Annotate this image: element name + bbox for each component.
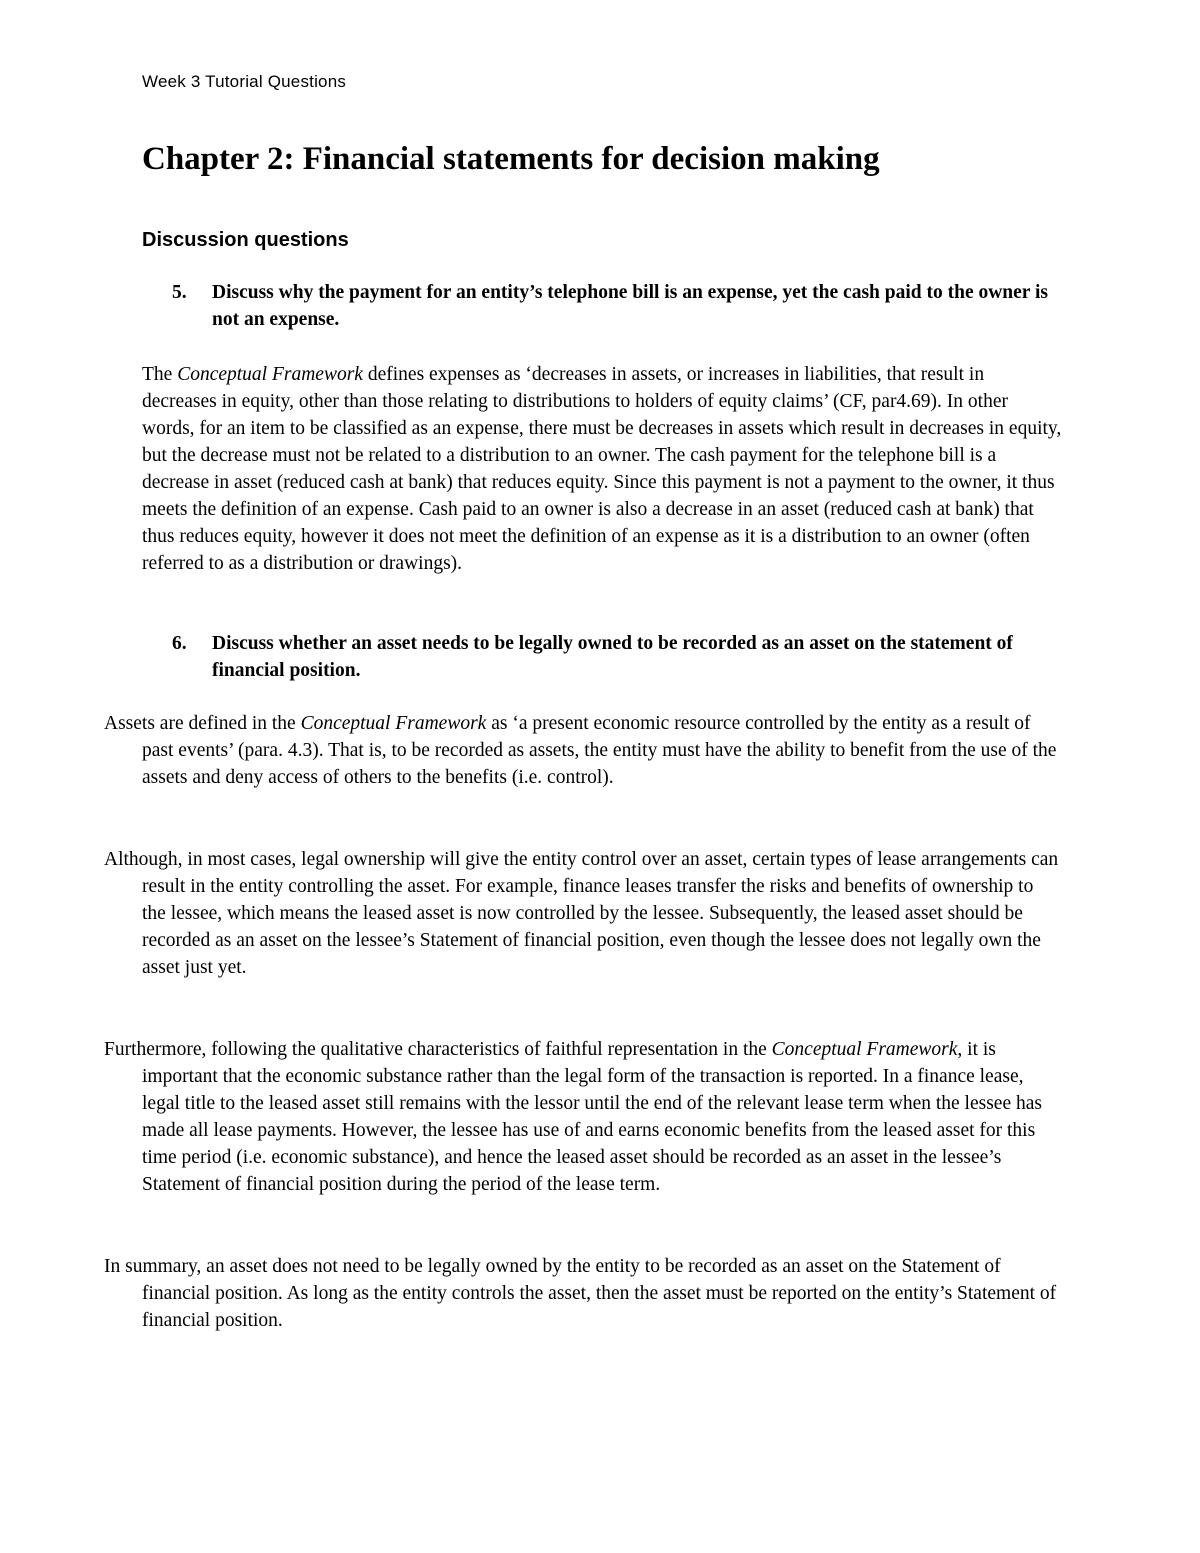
answer-text: Furthermore, following the qualitative characteristics of faithful representation in the xyxy=(104,1039,772,1060)
answer-italic-term: Conceptual Framework xyxy=(300,713,487,734)
answer-5-paragraph xyxy=(142,361,1062,577)
answer-6-paragraph-2: Although, in most cases, legal ownership will give the entity control over an asset, certain types of lease arrangements can result in the entity controlling the asset. For example, finance leases transfer the risks and benefits of ownership to the lessee, which means the leased asset is now controlled by the lessee. Subsequently, the leased asset should be recorded as an asset on the lessee’s Statement of financial position, even though the lessee does not legally own the asset just yet. xyxy=(104,849,1059,978)
answer-text: Assets are defined in the xyxy=(104,713,301,734)
answer-6-paragraph-4: In summary, an asset does not need to be legally owned by the entity to be recorded as an asset on the Statement of financial position. As long as the entity controls the asset, then the asset must be reported on the entity’s Statement of financial position. xyxy=(104,1256,1057,1331)
question-6 xyxy=(172,630,1052,684)
section-heading: Discussion questions xyxy=(142,229,349,251)
question-number: 5. xyxy=(172,282,187,303)
answer-italic-term: Conceptual Framework xyxy=(177,364,363,385)
answer-text: , it is important that the economic substance rather than the legal form of the transaction is reported. In a finance lease, legal title to the leased asset still remains with the lessor until the end of the relevant lease term when the lessee has made all lease payments. However, the lessee has use of and earns economic benefits from the leased asset for this time period (i.e. economic substance), and hence the leased asset should be recorded as an asset in the lessee’s Statement of financial position during the period of the lease term. xyxy=(142,1039,1042,1195)
question-number: 6. xyxy=(172,633,187,654)
answer-6-paragraph-1 xyxy=(104,710,1062,791)
answer-text: as ‘a present economic resource controlled by the entity as a result of past events’ (para. 4.3). That is, to be recorded as assets, the entity must have the ability to benefit from the use of the assets and deny access of others to the benefits (i.e. control). xyxy=(142,713,1057,788)
answer-text: The xyxy=(142,364,178,385)
answer-italic-term: Conceptual Framework xyxy=(771,1039,958,1060)
answer-text: defines expenses as ‘decreases in assets, or increases in liabilities, that result in decreases in equity, other than those relating to distributions to holders of equity claims’ (CF, par4.69). In other words, for an item to be classified as an expense, there must be decreases in assets which result in decreases in equity, but the decrease must not be related to a distribution to an owner. The cash payment for the telephone bill is a decrease in asset (reduced cash at bank) that reduces equity. Since this payment is not a payment to the owner, it thus meets the definition of an expense. Cash paid to an owner is also a decrease in an asset (reduced cash at bank) that thus reduces equity, however it does not meet the definition of an expense as it is a distribution to an owner (often referred to as a distribution or drawings). xyxy=(142,364,1062,574)
page-header: Week 3 Tutorial Questions xyxy=(142,72,347,91)
question-text: Discuss whether an asset needs to be legally owned to be recorded as an asset on the statement of financial position. xyxy=(212,633,1013,681)
answer-6-paragraph-3 xyxy=(104,1036,1062,1198)
chapter-title: Chapter 2: Financial statements for decision making xyxy=(142,141,880,177)
question-text: Discuss why the payment for an entity’s telephone bill is an expense, yet the cash paid to the owner is not an expense. xyxy=(212,282,1048,330)
question-5 xyxy=(172,279,1052,333)
